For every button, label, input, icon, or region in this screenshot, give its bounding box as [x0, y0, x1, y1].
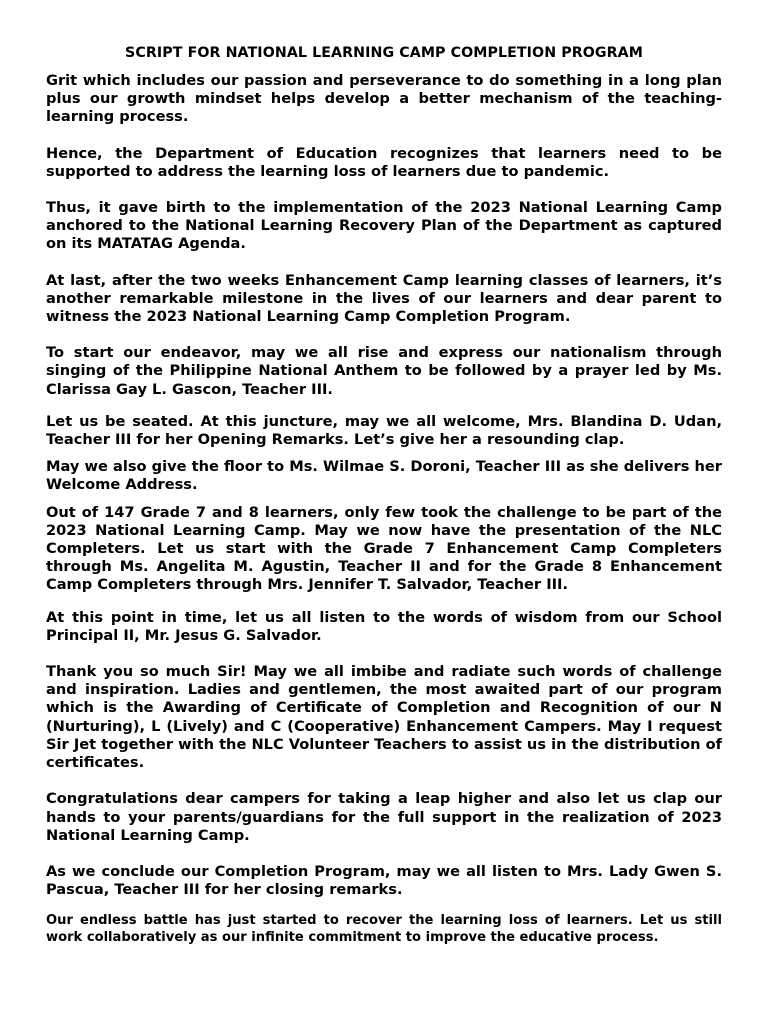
paragraph-endless-battle: Our endless battle has just started to recover the learning loss of learners. Let us still work collaboratively as our infinite commitment to improve the educative process. — [46, 913, 722, 945]
paragraph-nlc-completers: Out of 147 Grade 7 and 8 learners, only few took the challenge to be part of the 2023 National Learning Camp. May we now have the presentation of the NLC Completers. Let us start with the Grade 7 Enhancement Camp Completers through Ms. Angelita M. Agustin, Teacher II and for the Grade 8 Enhancement Camp Completers through Mrs. Jennifer T. Salvador, Teacher III. — [46, 503, 722, 594]
paragraph-deped: Hence, the Department of Education recognizes that learners need to be supported to address the learning loss of learners due to pandemic. — [46, 144, 722, 180]
paragraph-welcome-address: May we also give the floor to Ms. Wilmae S. Doroni, Teacher III as she delivers her Welcome Address. — [46, 458, 722, 494]
paragraph-awarding: Thank you so much Sir! May we all imbibe and radiate such words of challenge and inspiration. Ladies and gentlemen, the most awaited part of our program which is the Awarding of Certificate of Completion and Recognition of our N (Nurturing), L (Lively) and C (Cooperative) Enhancement Campers. May I request Sir Jet together with the NLC Volunteer Teachers to assist us in the distribution of certificates. — [46, 663, 722, 772]
paragraph-matatag: Thus, it gave birth to the implementation of the 2023 National Learning Camp anchored to the National Learning Recovery Plan of the Department as captured on its MATATAG Agenda. — [46, 199, 722, 253]
paragraph-congratulations: Congratulations dear campers for taking a leap higher and also let us clap our hands to your parents/guardians for the full support in the realization of 2023 National Learning Camp. — [46, 790, 722, 844]
paragraph-principal: At this point in time, let us all listen to the words of wisdom from our School Principal II, Mr. Jesus G. Salvador. — [46, 608, 722, 644]
paragraph-grit: Grit which includes our passion and perseverance to do something in a long plan plus our growth mindset helps develop a better mechanism of the teaching-learning process. — [46, 72, 722, 126]
paragraph-opening-remarks: Let us be seated. At this juncture, may we all welcome, Mrs. Blandina D. Udan, Teacher III for her Opening Remarks. Let’s give her a resounding clap. — [46, 412, 722, 449]
paragraph-national-anthem: To start our endeavor, may we all rise and express our nationalism through singing of the Philippine National Anthem to be followed by a prayer led by Ms. Clarissa Gay L. Gascon, Teacher III. — [46, 344, 722, 398]
document-title: SCRIPT FOR NATIONAL LEARNING CAMP COMPLETION PROGRAM — [125, 45, 643, 61]
document-page — [46, 44, 722, 947]
paragraph-milestone: At last, after the two weeks Enhancement Camp learning classes of learners, it’s another remarkable milestone in the lives of our learners and dear parent to witness the 2023 National Learning Camp Completion Program. — [46, 271, 722, 326]
paragraph-closing-remarks: As we conclude our Completion Program, may we all listen to Mrs. Lady Gwen S. Pascua, Teacher III for her closing remarks. — [46, 862, 722, 899]
